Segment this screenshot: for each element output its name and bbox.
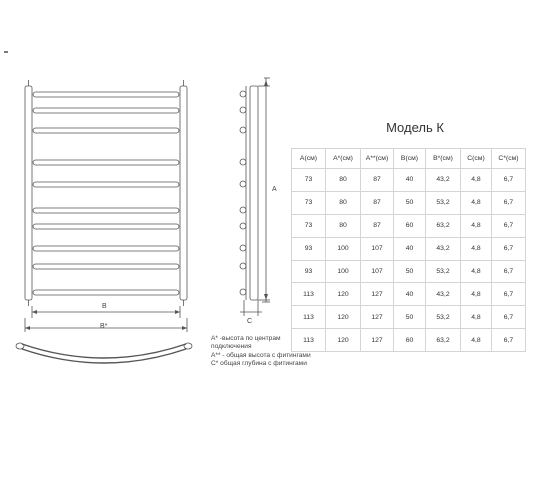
table-cell: 63,2 [426, 329, 461, 352]
table-row [292, 191, 526, 214]
table-row [292, 283, 526, 306]
table-cell: 73 [292, 191, 326, 214]
table-cell: 4,8 [461, 214, 492, 237]
table-cell: 120 [326, 329, 361, 352]
rung-fitting [240, 181, 246, 187]
table-row [292, 260, 526, 283]
table-cell: 100 [326, 260, 361, 283]
table-cell: 4,8 [461, 260, 492, 283]
side-view [240, 78, 270, 316]
legend-item: A** - общая высота с фитингами [211, 351, 311, 359]
table-cell: 40 [394, 169, 426, 192]
table-row [292, 306, 526, 329]
rung [33, 246, 179, 251]
table-cell: 113 [292, 306, 326, 329]
table-cell: 4,8 [461, 191, 492, 214]
rung [33, 128, 179, 133]
table-cell: 50 [394, 306, 426, 329]
table-cell: 63,2 [426, 214, 461, 237]
dimension-a-label: A [272, 186, 277, 193]
table-row [292, 237, 526, 260]
table-cell: 113 [292, 283, 326, 306]
table-cell: 127 [361, 283, 394, 306]
rung-fitting [240, 127, 246, 133]
front-view-rungs [33, 92, 179, 295]
table-cell: 4,8 [461, 237, 492, 260]
table-cell: 93 [292, 237, 326, 260]
rung-fitting [240, 207, 246, 213]
spec-table [291, 148, 526, 352]
table-cell: 93 [292, 260, 326, 283]
table-cell: 80 [326, 169, 361, 192]
column-header: B(см) [394, 149, 426, 169]
table-cell: 100 [326, 237, 361, 260]
table-header-row [292, 149, 526, 169]
legend-item: A* -высота по центрам подключения [211, 335, 281, 351]
rung [33, 290, 179, 295]
top-view-curve [16, 343, 192, 363]
table-cell: 43,2 [426, 237, 461, 260]
table-cell: 4,8 [461, 329, 492, 352]
table-cell: 6,7 [492, 260, 526, 283]
table-cell: 4,8 [461, 306, 492, 329]
table-cell: 120 [326, 306, 361, 329]
table-cell: 53,2 [426, 191, 461, 214]
table-cell: 4,8 [461, 169, 492, 192]
rung-fitting [240, 91, 246, 97]
table-row [292, 169, 526, 192]
rung [33, 264, 179, 269]
table-cell: 53,2 [426, 306, 461, 329]
dimension-c-label: C [247, 318, 253, 325]
table-cell: 87 [361, 214, 394, 237]
model-title: Модель К [386, 120, 444, 135]
rung [33, 160, 179, 165]
rung [33, 182, 179, 187]
table-cell: 60 [394, 329, 426, 352]
column-header: C(см) [461, 149, 492, 169]
table-cell: 6,7 [492, 214, 526, 237]
table-cell: 80 [326, 214, 361, 237]
rung [33, 108, 179, 113]
rung [33, 208, 179, 213]
table-cell: 113 [292, 329, 326, 352]
table-cell: 50 [394, 260, 426, 283]
rung-fitting [240, 263, 246, 269]
rung-fitting [240, 107, 246, 113]
table-cell: 60 [394, 214, 426, 237]
column-header: C*(см) [492, 149, 526, 169]
table-cell: 43,2 [426, 283, 461, 306]
column-header: A**(см) [361, 149, 394, 169]
table-cell: 6,7 [492, 191, 526, 214]
table-cell: 40 [394, 283, 426, 306]
table-cell: 6,7 [492, 306, 526, 329]
column-header: A*(см) [326, 149, 361, 169]
table-cell: 6,7 [492, 283, 526, 306]
table-cell: 53,2 [426, 260, 461, 283]
table-cell: 87 [361, 191, 394, 214]
rung-fitting [240, 159, 246, 165]
table-cell: 73 [292, 214, 326, 237]
table-cell: 6,7 [492, 169, 526, 192]
table-cell: 107 [361, 237, 394, 260]
table-cell: 6,7 [492, 329, 526, 352]
column-header: A(см) [292, 149, 326, 169]
table-cell: 4,8 [461, 283, 492, 306]
front-view-frame [25, 80, 187, 306]
table-row [292, 214, 526, 237]
legend-item: C* общая глубина с фитингами [211, 360, 307, 368]
table-cell: 127 [361, 329, 394, 352]
table-cell: 40 [394, 237, 426, 260]
rung-fitting [240, 245, 246, 251]
dimension-b-star-label: B* [100, 323, 108, 330]
table-cell: 107 [361, 260, 394, 283]
table-cell: 43,2 [426, 169, 461, 192]
table-cell: 6,7 [492, 237, 526, 260]
table-cell: 87 [361, 169, 394, 192]
rung-fitting [240, 223, 246, 229]
dimension-b-label: B [102, 303, 107, 310]
table-cell: 127 [361, 306, 394, 329]
table-cell: 120 [326, 283, 361, 306]
table-cell: 73 [292, 169, 326, 192]
table-cell: 80 [326, 191, 361, 214]
rung [33, 92, 179, 97]
table-row [292, 329, 526, 352]
rung-fitting [240, 289, 246, 295]
table-cell: 50 [394, 191, 426, 214]
column-header: B*(см) [426, 149, 461, 169]
rung [33, 224, 179, 229]
